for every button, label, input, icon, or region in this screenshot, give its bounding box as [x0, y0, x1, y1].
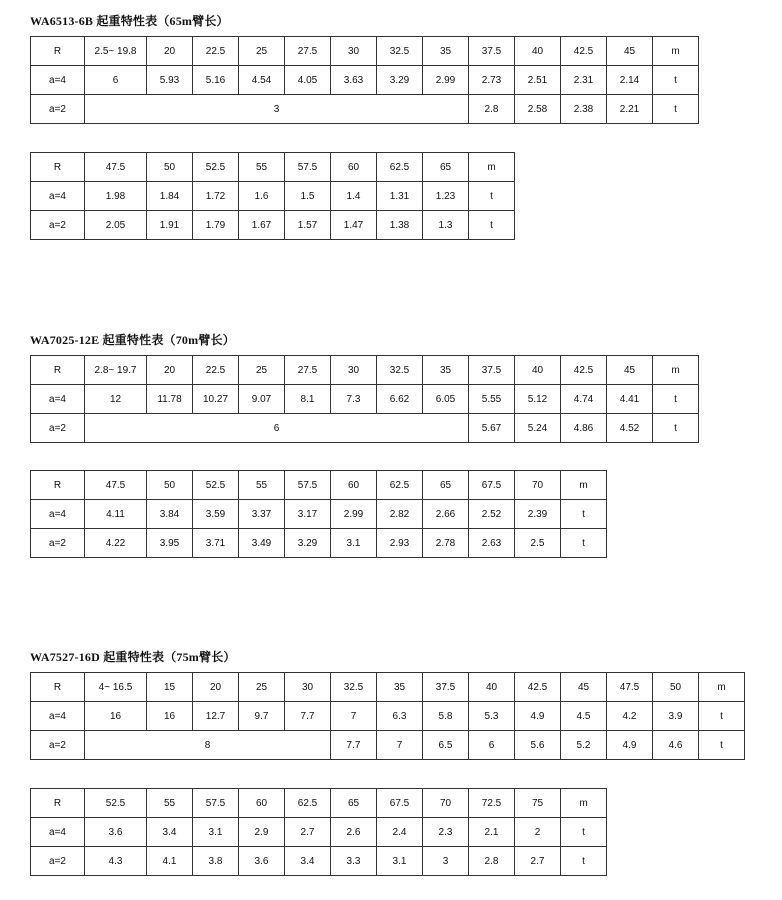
unit-cell: t — [561, 529, 607, 558]
unit-cell: m — [699, 673, 745, 702]
table-cell: 6.05 — [423, 385, 469, 414]
table-cell: 2.7 — [515, 847, 561, 876]
table-cell: 4.2 — [607, 702, 653, 731]
table-cell: 4.86 — [561, 414, 607, 443]
table-cell: 5.8 — [423, 702, 469, 731]
table-cell: 3.29 — [377, 66, 423, 95]
table-cell: 3.1 — [193, 818, 239, 847]
table-cell: 52.5 — [193, 471, 239, 500]
table-cell: 2.5 — [515, 529, 561, 558]
table-cell: 6 — [85, 66, 147, 95]
table-cell: 62.5 — [285, 789, 331, 818]
table-cell: 55 — [147, 789, 193, 818]
table-cell: 20 — [147, 356, 193, 385]
table-cell: 3.3 — [331, 847, 377, 876]
table-cell: 1.38 — [377, 211, 423, 240]
unit-cell: t — [561, 500, 607, 529]
row-label: R — [31, 153, 85, 182]
table-cell: 11.78 — [147, 385, 193, 414]
table-cell: 3.4 — [147, 818, 193, 847]
table-row — [31, 818, 607, 847]
table-cell: 20 — [147, 37, 193, 66]
table-cell: 57.5 — [193, 789, 239, 818]
table-cell: 3.37 — [239, 500, 285, 529]
table-cell: 2.05 — [85, 211, 147, 240]
section-title: WA7025-12E 起重特性表（70m臂长） — [30, 333, 235, 347]
load-table — [30, 470, 607, 558]
table-cell: 70 — [423, 789, 469, 818]
table-cell: 67.5 — [377, 789, 423, 818]
table-cell: 35 — [423, 356, 469, 385]
table-cell: 5.67 — [469, 414, 515, 443]
load-table — [30, 152, 515, 240]
table-cell: 4.52 — [607, 414, 653, 443]
table-row — [31, 789, 607, 818]
table-cell: 4.74 — [561, 385, 607, 414]
table-cell: 2.93 — [377, 529, 423, 558]
table-cell: 4.41 — [607, 385, 653, 414]
table-cell: 27.5 — [285, 37, 331, 66]
table-cell: 8.1 — [285, 385, 331, 414]
load-table — [30, 788, 607, 876]
table-cell: 7 — [331, 702, 377, 731]
table-cell: 5.12 — [515, 385, 561, 414]
row-label: a=2 — [31, 211, 85, 240]
table-cell: 40 — [469, 673, 515, 702]
table-cell: 45 — [607, 356, 653, 385]
unit-cell: t — [653, 385, 699, 414]
table-cell: 2.8~ 19.7 — [85, 356, 147, 385]
table-cell: 2.5~ 19.8 — [85, 37, 147, 66]
table-cell: 1.84 — [147, 182, 193, 211]
row-label: a=4 — [31, 818, 85, 847]
table-cell: 12 — [85, 385, 147, 414]
table-cell: 10.27 — [193, 385, 239, 414]
table-cell: 45 — [607, 37, 653, 66]
table-cell: 2.73 — [469, 66, 515, 95]
table-cell: 3.6 — [85, 818, 147, 847]
table-cell: 65 — [423, 153, 469, 182]
table-cell: 2.14 — [607, 66, 653, 95]
table-cell: 4.9 — [607, 731, 653, 760]
table-cell: 4.22 — [85, 529, 147, 558]
table-cell: 27.5 — [285, 356, 331, 385]
unit-cell: t — [469, 211, 515, 240]
table-cell: 4.5 — [561, 702, 607, 731]
table-cell: 3.49 — [239, 529, 285, 558]
table-cell: 55 — [239, 471, 285, 500]
table-cell: 5.55 — [469, 385, 515, 414]
table-cell: 4.6 — [653, 731, 699, 760]
table-cell: 1.79 — [193, 211, 239, 240]
table-cell: 35 — [423, 37, 469, 66]
table-cell: 3 — [85, 95, 469, 124]
table-cell: 6.3 — [377, 702, 423, 731]
table-cell: 4~ 16.5 — [85, 673, 147, 702]
table-cell: 60 — [331, 471, 377, 500]
table-cell: 32.5 — [377, 37, 423, 66]
table-cell: 3.1 — [377, 847, 423, 876]
table-cell: 7.7 — [285, 702, 331, 731]
table-cell: 5.16 — [193, 66, 239, 95]
table-cell: 2.82 — [377, 500, 423, 529]
table-row — [31, 673, 745, 702]
table-cell: 25 — [239, 673, 285, 702]
table-cell: 3.63 — [331, 66, 377, 95]
table-cell: 2.31 — [561, 66, 607, 95]
table-row — [31, 211, 515, 240]
load-table — [30, 36, 699, 124]
table-cell: 1.72 — [193, 182, 239, 211]
table-cell: 1.3 — [423, 211, 469, 240]
row-label: R — [31, 356, 85, 385]
table-cell: 3.1 — [331, 529, 377, 558]
table-cell: 52.5 — [85, 789, 147, 818]
table-row — [31, 471, 607, 500]
table-cell: 8 — [85, 731, 331, 760]
table-cell: 15 — [147, 673, 193, 702]
table-cell: 7 — [377, 731, 423, 760]
section-title: WA7527-16D 起重特性表（75m臂长） — [30, 650, 236, 664]
table-cell: 2.1 — [469, 818, 515, 847]
table-cell: 1.4 — [331, 182, 377, 211]
table-cell: 22.5 — [193, 356, 239, 385]
table-cell: 4.1 — [147, 847, 193, 876]
table-cell: 5.3 — [469, 702, 515, 731]
row-label: R — [31, 789, 85, 818]
unit-cell: t — [561, 818, 607, 847]
table-cell: 2.63 — [469, 529, 515, 558]
row-label: a=4 — [31, 66, 85, 95]
table-cell: 6 — [85, 414, 469, 443]
table-cell: 72.5 — [469, 789, 515, 818]
table-cell: 50 — [147, 153, 193, 182]
table-cell: 4.9 — [515, 702, 561, 731]
table-cell: 65 — [331, 789, 377, 818]
table-row — [31, 847, 607, 876]
table-cell: 2.9 — [239, 818, 285, 847]
table-cell: 5.24 — [515, 414, 561, 443]
row-label: a=4 — [31, 702, 85, 731]
table-cell: 32.5 — [331, 673, 377, 702]
table-cell: 65 — [423, 471, 469, 500]
table-cell: 37.5 — [423, 673, 469, 702]
table-cell: 1.5 — [285, 182, 331, 211]
unit-cell: t — [653, 66, 699, 95]
table-cell: 2.8 — [469, 95, 515, 124]
table-cell: 22.5 — [193, 37, 239, 66]
table-cell: 25 — [239, 37, 285, 66]
table-cell: 1.57 — [285, 211, 331, 240]
unit-cell: t — [653, 414, 699, 443]
table-cell: 4.11 — [85, 500, 147, 529]
table-row — [31, 37, 699, 66]
table-cell: 4.3 — [85, 847, 147, 876]
unit-cell: m — [561, 789, 607, 818]
table-row — [31, 356, 699, 385]
table-cell: 42.5 — [515, 673, 561, 702]
table-cell: 47.5 — [85, 471, 147, 500]
table-cell: 55 — [239, 153, 285, 182]
table-cell: 42.5 — [561, 37, 607, 66]
unit-cell: m — [653, 37, 699, 66]
table-cell: 2.99 — [423, 66, 469, 95]
table-cell: 1.47 — [331, 211, 377, 240]
table-cell: 40 — [515, 356, 561, 385]
row-label: R — [31, 37, 85, 66]
table-cell: 2.21 — [607, 95, 653, 124]
table-cell: 3.6 — [239, 847, 285, 876]
table-cell: 2.4 — [377, 818, 423, 847]
table-cell: 50 — [147, 471, 193, 500]
table-cell: 1.91 — [147, 211, 193, 240]
table-cell: 5.2 — [561, 731, 607, 760]
table-row — [31, 385, 699, 414]
load-table — [30, 355, 699, 443]
section-title: WA6513-6B 起重特性表（65m臂长） — [30, 14, 229, 28]
table-cell: 6.5 — [423, 731, 469, 760]
row-label: a=2 — [31, 95, 85, 124]
table-cell: 1.6 — [239, 182, 285, 211]
row-label: a=2 — [31, 529, 85, 558]
table-cell: 47.5 — [607, 673, 653, 702]
table-cell: 35 — [377, 673, 423, 702]
table-cell: 3 — [423, 847, 469, 876]
table-cell: 70 — [515, 471, 561, 500]
row-label: a=4 — [31, 385, 85, 414]
table-row — [31, 153, 515, 182]
table-cell: 1.31 — [377, 182, 423, 211]
table-cell: 2.99 — [331, 500, 377, 529]
table-cell: 60 — [331, 153, 377, 182]
row-label: R — [31, 673, 85, 702]
table-cell: 50 — [653, 673, 699, 702]
table-cell: 25 — [239, 356, 285, 385]
table-cell: 4.54 — [239, 66, 285, 95]
row-label: R — [31, 471, 85, 500]
table-cell: 3.17 — [285, 500, 331, 529]
row-label: a=4 — [31, 182, 85, 211]
row-label: a=4 — [31, 500, 85, 529]
table-cell: 6.62 — [377, 385, 423, 414]
table-row — [31, 731, 745, 760]
table-cell: 2.66 — [423, 500, 469, 529]
table-row — [31, 500, 607, 529]
table-cell: 57.5 — [285, 471, 331, 500]
table-row — [31, 66, 699, 95]
table-cell: 3.9 — [653, 702, 699, 731]
table-cell: 1.98 — [85, 182, 147, 211]
table-cell: 3.95 — [147, 529, 193, 558]
table-cell: 6 — [469, 731, 515, 760]
table-cell: 7.3 — [331, 385, 377, 414]
table-cell: 3.4 — [285, 847, 331, 876]
table-cell: 30 — [285, 673, 331, 702]
table-cell: 37.5 — [469, 356, 515, 385]
table-cell: 2.58 — [515, 95, 561, 124]
unit-cell: t — [699, 702, 745, 731]
table-cell: 2.6 — [331, 818, 377, 847]
table-cell: 2.8 — [469, 847, 515, 876]
table-cell: 47.5 — [85, 153, 147, 182]
table-cell: 60 — [239, 789, 285, 818]
unit-cell: t — [653, 95, 699, 124]
table-cell: 2 — [515, 818, 561, 847]
table-cell: 62.5 — [377, 471, 423, 500]
row-label: a=2 — [31, 731, 85, 760]
table-cell: 62.5 — [377, 153, 423, 182]
table-cell: 12.7 — [193, 702, 239, 731]
unit-cell: m — [469, 153, 515, 182]
load-table — [30, 672, 745, 760]
table-cell: 3.8 — [193, 847, 239, 876]
table-cell: 9.7 — [239, 702, 285, 731]
table-cell: 2.39 — [515, 500, 561, 529]
table-cell: 3.84 — [147, 500, 193, 529]
table-cell: 2.38 — [561, 95, 607, 124]
table-cell: 45 — [561, 673, 607, 702]
table-cell: 40 — [515, 37, 561, 66]
table-row — [31, 182, 515, 211]
table-cell: 67.5 — [469, 471, 515, 500]
table-cell: 42.5 — [561, 356, 607, 385]
table-cell: 2.78 — [423, 529, 469, 558]
table-cell: 32.5 — [377, 356, 423, 385]
table-cell: 30 — [331, 356, 377, 385]
unit-cell: m — [561, 471, 607, 500]
row-label: a=2 — [31, 847, 85, 876]
table-cell: 16 — [85, 702, 147, 731]
row-label: a=2 — [31, 414, 85, 443]
table-cell: 9.07 — [239, 385, 285, 414]
table-cell: 1.23 — [423, 182, 469, 211]
unit-cell: m — [653, 356, 699, 385]
table-cell: 2.52 — [469, 500, 515, 529]
table-row — [31, 414, 699, 443]
table-cell: 37.5 — [469, 37, 515, 66]
table-cell: 30 — [331, 37, 377, 66]
table-cell: 5.6 — [515, 731, 561, 760]
table-cell: 5.93 — [147, 66, 193, 95]
table-cell: 7.7 — [331, 731, 377, 760]
table-cell: 2.7 — [285, 818, 331, 847]
table-row — [31, 702, 745, 731]
table-cell: 3.29 — [285, 529, 331, 558]
table-cell: 3.59 — [193, 500, 239, 529]
table-cell: 16 — [147, 702, 193, 731]
table-cell: 1.67 — [239, 211, 285, 240]
table-row — [31, 95, 699, 124]
table-cell: 3.71 — [193, 529, 239, 558]
table-cell: 2.51 — [515, 66, 561, 95]
table-cell: 20 — [193, 673, 239, 702]
table-cell: 52.5 — [193, 153, 239, 182]
table-row — [31, 529, 607, 558]
table-cell: 75 — [515, 789, 561, 818]
unit-cell: t — [561, 847, 607, 876]
table-cell: 4.05 — [285, 66, 331, 95]
unit-cell: t — [699, 731, 745, 760]
unit-cell: t — [469, 182, 515, 211]
table-cell: 2.3 — [423, 818, 469, 847]
table-cell: 57.5 — [285, 153, 331, 182]
